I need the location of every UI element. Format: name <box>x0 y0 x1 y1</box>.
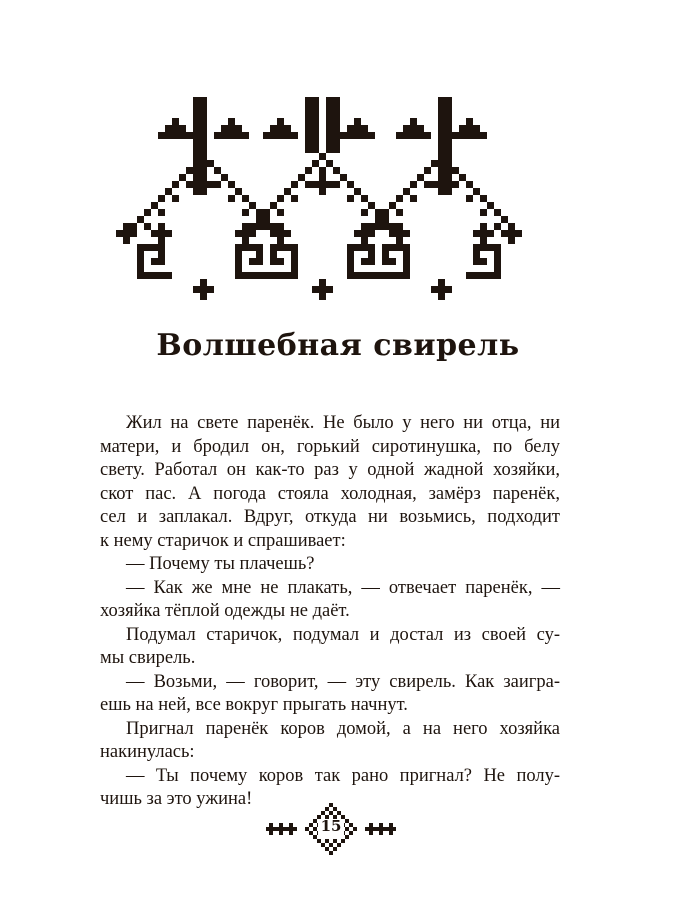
text-line: скот пас. А погода стояла холодная, замёрз паренёк, <box>100 483 560 504</box>
text-line: Жил на свете паренёк. Не было у него ни отца, ни <box>126 413 560 433</box>
text-line: мы свирель. <box>100 648 196 668</box>
text-line: сел и заплакал. Вдруг, откуда ни возьмись, подходит <box>100 507 560 527</box>
text-line: ешь на ней, все вокруг прыгать начнут. <box>100 695 408 715</box>
text-line: накинулась: <box>100 742 195 762</box>
folio-ornament-icon <box>266 795 396 863</box>
text-line: хозяйка тёплой одежды не даёт. <box>100 601 350 621</box>
text-line: — Как же мне не плакать, — отвечает паренёк, — <box>126 577 560 598</box>
embroidery-ornament-icon <box>116 90 522 300</box>
story-title: Волшебная свирель <box>156 328 520 363</box>
text-line: Подумал старичок, подумал и достал из своей су- <box>126 624 560 645</box>
text-line: — Возьми, — говорит, — эту свирель. Как заигра- <box>126 671 560 692</box>
text-line: матери, и бродил он, горький сиротинушка, по белу <box>100 436 560 457</box>
text-line: — Почему ты плачешь? <box>126 554 315 574</box>
text-line: Пригнал паренёк коров домой, а на него хозяйка <box>126 718 560 739</box>
text-line: — Ты почему коров так рано пригнал? Не полу- <box>126 765 560 786</box>
text-line: чишь за это ужина! <box>100 789 253 809</box>
page-number: 15 <box>320 817 342 835</box>
text-line: свету. Работал он как-то раз у одной жадной хозяйки, <box>100 460 560 480</box>
text-line: к нему старичок и спрашивает: <box>100 530 346 551</box>
story-text <box>100 412 560 812</box>
